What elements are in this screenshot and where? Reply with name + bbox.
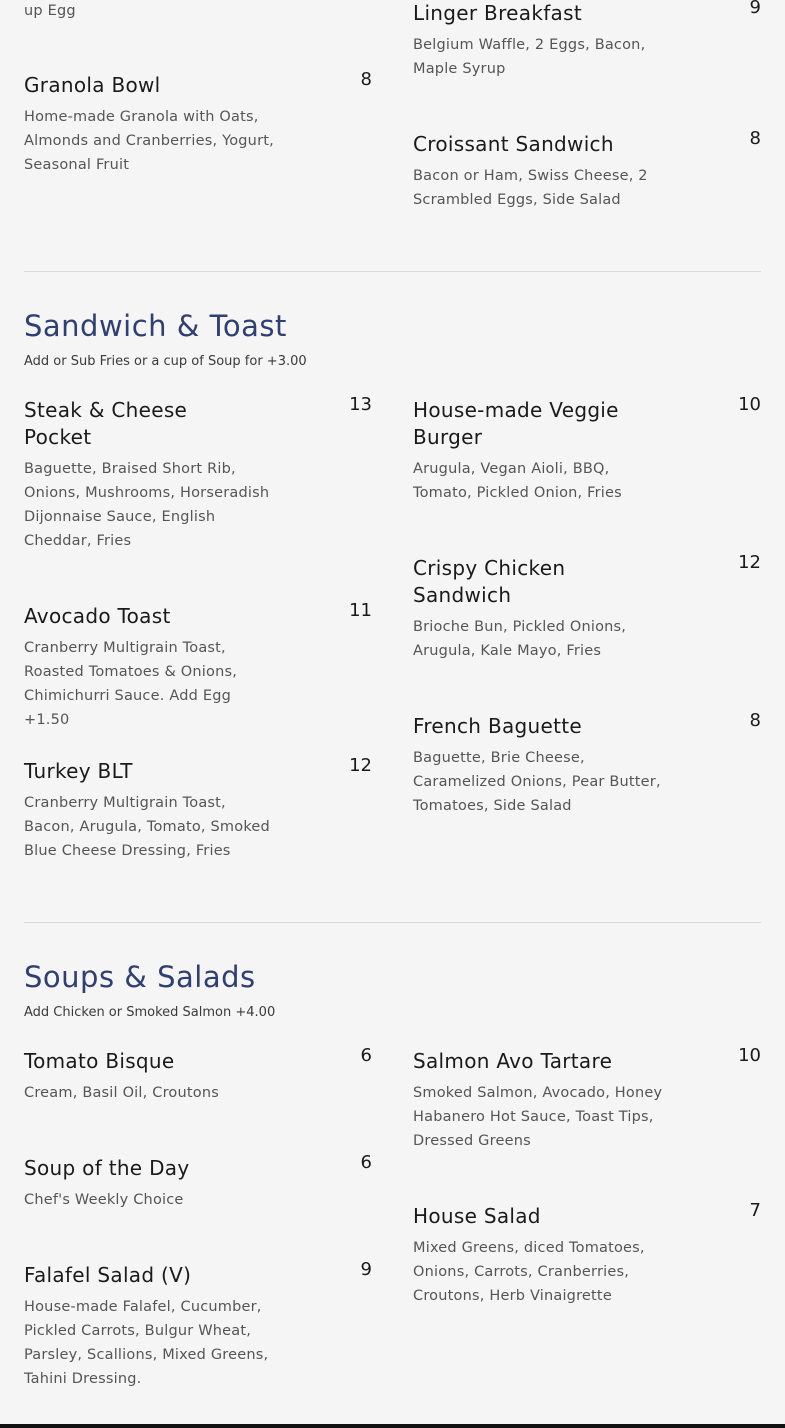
item-price: 11: [349, 600, 372, 621]
item-price: 7: [749, 1200, 761, 1221]
menu-item: [24, 69, 372, 177]
item-price: 10: [738, 394, 761, 415]
menu-item: [413, 710, 761, 818]
item-description: Cranberry Multigrain Toast, Bacon, Arugula, Tomato, Smoked Blue Cheese Dressing, Fries: [24, 795, 270, 859]
item-price: 8: [360, 69, 372, 90]
menu-item: [24, 1259, 372, 1391]
item-description: Baguette, Braised Short Rib, Onions, Mushrooms, Horseradish Dijonnaise Sauce, English Cheddar, Fries: [24, 461, 270, 549]
item-name: Soup of the Day: [24, 1156, 190, 1180]
item-description: Baguette, Brie Cheese, Caramelized Onions, Pear Butter, Tomatoes, Side Salad: [413, 750, 661, 814]
bottom-bar: [0, 1424, 785, 1428]
item-name: Crispy Chicken Sandwich: [413, 556, 566, 607]
item-description: Mixed Greens, diced Tomatoes, Onions, Carrots, Cranberries, Croutons, Herb Vinaigrette: [413, 1240, 645, 1304]
item-price: 9: [360, 1259, 372, 1280]
item-description: Home-made Granola with Oats, Almonds and Cranberries, Yogurt, Seasonal Fruit: [24, 109, 274, 173]
item-name: Salmon Avo Tartare: [413, 1049, 613, 1073]
item-price: 12: [349, 755, 372, 776]
section-divider: [24, 271, 761, 272]
menu-item: [24, 755, 372, 863]
menu-item: [413, 394, 761, 505]
item-name: Steak & Cheese Pocket: [24, 398, 188, 449]
item-price: 13: [349, 394, 372, 415]
item-description: House-made Falafel, Cucumber, Pickled Carrots, Bulgur Wheat, Parsley, Scallions, Mixed Greens, Tahini Dressing.: [24, 1299, 269, 1387]
item-description: Cream, Basil Oil, Croutons: [24, 1085, 219, 1101]
item-price: 9: [749, 0, 761, 18]
item-name: House-made Veggie Burger: [413, 398, 619, 449]
menu-item: [413, 1200, 761, 1308]
section-subtitle: Add or Sub Fries or a cup of Soup for +3.00: [24, 354, 307, 369]
item-description: Bacon or Ham, Swiss Cheese, 2 Scrambled Eggs, Side Salad: [413, 168, 648, 208]
item-description: Brioche Bun, Pickled Onions, Arugula, Kale Mayo, Fries: [413, 619, 627, 659]
menu-item: [24, 394, 372, 553]
section-title: Sandwich & Toast: [24, 309, 287, 343]
item-name: Avocado Toast: [24, 604, 171, 628]
section-title: Soups & Salads: [24, 960, 256, 994]
item-name: Granola Bowl: [24, 73, 161, 97]
item-name: Turkey BLT: [24, 759, 133, 783]
menu-item: [24, 600, 372, 732]
description-fragment: up Egg: [24, 3, 76, 19]
item-price: 8: [749, 710, 761, 731]
item-description: Belgium Waffle, 2 Eggs, Bacon, Maple Syrup: [413, 37, 646, 77]
sandwich-toast-section: [24, 309, 761, 879]
item-name: Tomato Bisque: [24, 1049, 175, 1073]
item-name: French Baguette: [413, 714, 582, 738]
menu-item: [24, 1152, 372, 1212]
section-subtitle: Add Chicken or Smoked Salmon +4.00: [24, 1005, 276, 1020]
menu-item: [24, 1045, 372, 1105]
item-price: 12: [738, 552, 761, 573]
item-name: Falafel Salad (V): [24, 1263, 192, 1287]
section-divider: [24, 922, 761, 923]
menu-item: [413, 0, 761, 81]
item-price: 6: [360, 1045, 372, 1066]
item-description: Cranberry Multigrain Toast, Roasted Tomatoes & Onions, Chimichurri Sauce. Add Egg +1.50: [24, 640, 238, 728]
item-description: Arugula, Vegan Aioli, BBQ, Tomato, Pickled Onion, Fries: [413, 461, 622, 501]
menu-item: [413, 552, 761, 663]
breakfast-section-continued: [24, 0, 761, 271]
menu-item: [413, 1045, 761, 1153]
item-price: 10: [738, 1045, 761, 1066]
soups-salads-section: [24, 960, 761, 1410]
item-name: Linger Breakfast: [413, 1, 582, 25]
item-description: Smoked Salmon, Avocado, Honey Habanero Hot Sauce, Toast Tips, Dressed Greens: [413, 1085, 663, 1149]
item-price: 8: [749, 128, 761, 149]
menu-item: [413, 128, 761, 212]
item-description: Chef's Weekly Choice: [24, 1192, 184, 1208]
item-price: 6: [360, 1152, 372, 1173]
item-name: House Salad: [413, 1204, 541, 1228]
item-name: Croissant Sandwich: [413, 132, 614, 156]
